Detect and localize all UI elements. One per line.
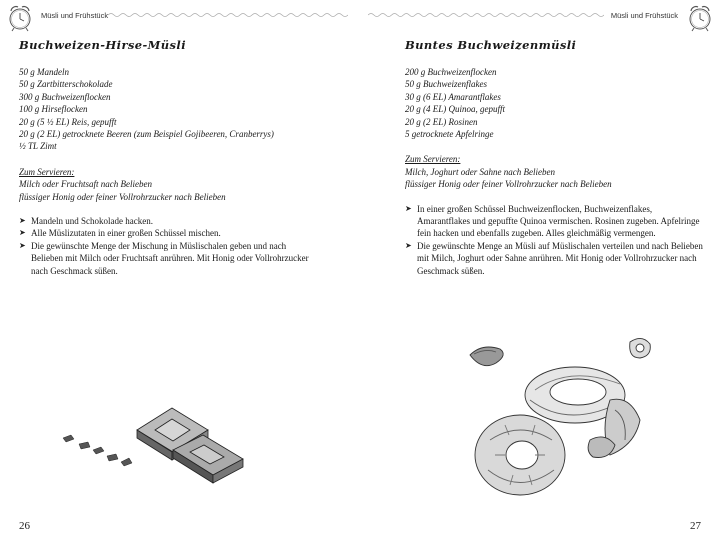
step-item [405,203,705,240]
ingredient-item: 5 getrocknete Apfelringe [405,129,494,140]
recipe-title: Buntes Buchweizenmüsli [405,38,577,52]
step-item [19,215,319,227]
serving-heading: Zum Servieren: [405,154,461,165]
step-item [405,240,705,277]
header-squiggle-divider [108,12,348,18]
ingredient-item: 20 g (4 EL) Quinoa, gepufft [405,104,505,115]
recipe-title: Buchweizen-Hirse-Müsli [19,38,186,52]
header-squiggle-divider [368,12,604,18]
recipe-content [405,38,705,277]
ingredient-item: 20 g (2 EL) getrocknete Beeren (zum Beispiel Gojibeeren, Cranberrys) [19,129,274,140]
arrow-bullet-icon: ➤ [19,240,26,250]
ingredient-list [405,66,705,140]
serving-line: Milch, Joghurt oder Sahne nach Belieben [405,166,555,177]
dried-apple-rings-illustration [460,330,670,510]
chocolate-almond-illustration [55,400,255,500]
step-text: In einer großen Schüssel Buchweizenflocken, Buchweizenflakes, Amarantflakes und gepuffte Quinoa vermischen. Rosinen zugeben. Apfelringe fein hacken und ebenfalls zugeben. Alles gleichmäßig vermengen. [417,203,700,239]
arrow-bullet-icon: ➤ [19,228,26,238]
right-page [360,0,720,538]
serving-line: flüssiger Honig oder feiner Vollrohrzucker nach Belieben [405,179,612,190]
ingredient-item: 30 g (6 EL) Amarantflakes [405,91,501,102]
step-text: Mandeln und Schokolade hacken. [31,216,153,227]
alarm-clock-icon [5,2,35,32]
ingredient-item: 20 g (5 ½ EL) Reis, gepufft [19,116,117,127]
ingredient-item: 50 g Buchweizenflakes [405,79,487,90]
ingredient-item: 20 g (2 EL) Rosinen [405,116,478,127]
arrow-bullet-icon: ➤ [405,203,412,213]
serving-heading: Zum Servieren: [19,166,75,177]
arrow-bullet-icon: ➤ [405,240,412,250]
step-item [19,227,319,239]
page-number: 26 [19,520,30,532]
ingredient-item: 50 g Zartbitterschokolade [19,79,113,90]
ingredient-item: ½ TL Zimt [19,141,57,152]
step-text: Die gewünschte Menge an Müsli auf Müslischalen verteilen und nach Belieben mit Milch, Joghurt oder Sahne anrühren. Mit Honig oder Vollrohrzucker nach Geschmack süßen. [417,240,703,276]
ingredient-item: 100 g Hirseflocken [19,104,88,115]
step-list [405,203,705,277]
running-header: Müsli und Frühstück [610,11,678,20]
page-number: 27 [690,520,701,532]
running-header: Müsli und Frühstück [41,11,109,20]
recipe-content [19,38,319,277]
step-item [19,240,319,277]
serving-line: flüssiger Honig oder feiner Vollrohrzucker nach Belieben [19,191,226,202]
ingredient-list [19,66,319,153]
step-text: Die gewünschte Menge der Mischung in Müslischalen geben und nach Belieben mit Milch oder Fruchtsaft anrühren. Mit Honig oder Vollrohrzucker nach Geschmack süßen. [31,240,309,276]
step-list [19,215,319,277]
ingredient-item: 200 g Buchweizenflocken [405,67,497,77]
arrow-bullet-icon: ➤ [19,216,26,226]
ingredient-item: 50 g Mandeln [19,67,69,77]
ingredient-item: 300 g Buchweizenflocken [19,91,111,102]
step-text: Alle Müslizutaten in einer großen Schüssel mischen. [31,228,221,239]
alarm-clock-icon [685,2,715,32]
serving-line: Milch oder Fruchtsaft nach Belieben [19,179,152,190]
